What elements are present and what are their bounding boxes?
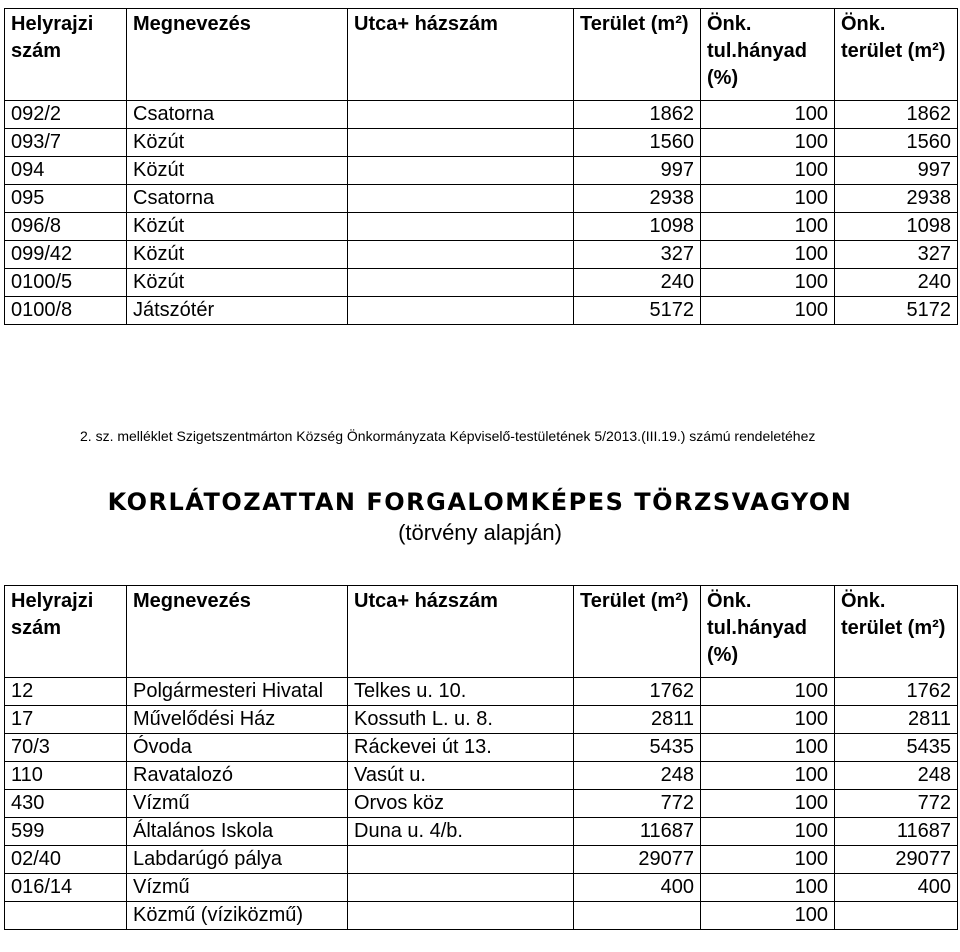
cell-hrsz: 599 [5,818,127,846]
cell-name: Közút [127,129,348,157]
cell-hrsz: 02/40 [5,846,127,874]
cell-onk-area: 772 [835,790,958,818]
cell-share: 100 [701,678,835,706]
table-row [5,734,958,762]
header-terulet: Terület (m²) [574,586,701,678]
cell-area: 29077 [574,846,701,874]
header-hanyad: Önk. tul.hányad (%) [701,9,835,101]
cell-address [348,874,574,902]
table-row [5,297,958,325]
cell-address [348,101,574,129]
cell-address [348,213,574,241]
cell-hrsz: 016/14 [5,874,127,902]
cell-address: Vasút u. [348,762,574,790]
cell-name: Játszótér [127,297,348,325]
cell-hrsz: 17 [5,706,127,734]
header-helyrajzi: Helyrajzi szám [5,586,127,678]
cell-onk-area: 11687 [835,818,958,846]
cell-area: 1762 [574,678,701,706]
table-row [5,846,958,874]
cell-hrsz: 110 [5,762,127,790]
cell-onk-area: 1560 [835,129,958,157]
cell-name: Óvoda [127,734,348,762]
cell-onk-area: 2811 [835,706,958,734]
cell-area: 2938 [574,185,701,213]
cell-name: Vízmű [127,874,348,902]
table-row [5,269,958,297]
table-row [5,706,958,734]
cell-address [348,129,574,157]
cell-share: 100 [701,874,835,902]
cell-area: 327 [574,241,701,269]
table-header-row [5,586,958,678]
table-1-body [5,101,958,325]
cell-share: 100 [701,706,835,734]
cell-area: 997 [574,157,701,185]
cell-address [348,185,574,213]
cell-name: Közmű (víziközmű) [127,902,348,930]
cell-hrsz: 095 [5,185,127,213]
header-terulet: Terület (m²) [574,9,701,101]
table-row [5,818,958,846]
cell-share: 100 [701,902,835,930]
table-row [5,157,958,185]
cell-name: Polgármesteri Hivatal [127,678,348,706]
cell-name: Ravatalozó [127,762,348,790]
cell-hrsz: 099/42 [5,241,127,269]
cell-name: Labdarúgó pálya [127,846,348,874]
cell-onk-area: 29077 [835,846,958,874]
table-row [5,678,958,706]
cell-area: 1862 [574,101,701,129]
cell-share: 100 [701,846,835,874]
cell-share: 100 [701,157,835,185]
header-hanyad: Önk. tul.hányad (%) [701,586,835,678]
cell-area: 1560 [574,129,701,157]
table-1 [4,8,958,325]
table-row [5,902,958,930]
cell-share: 100 [701,762,835,790]
cell-address [348,269,574,297]
cell-share: 100 [701,818,835,846]
cell-name: Csatorna [127,101,348,129]
cell-address [348,157,574,185]
cell-hrsz: 430 [5,790,127,818]
cell-share: 100 [701,241,835,269]
cell-area: 248 [574,762,701,790]
header-utca: Utca+ házszám [348,9,574,101]
cell-hrsz: 0100/8 [5,297,127,325]
cell-area: 11687 [574,818,701,846]
cell-hrsz: 12 [5,678,127,706]
cell-hrsz: 094 [5,157,127,185]
table-2 [4,585,958,930]
cell-area: 1098 [574,213,701,241]
cell-name: Közút [127,241,348,269]
cell-onk-area: 400 [835,874,958,902]
cell-hrsz [5,902,127,930]
cell-name: Csatorna [127,185,348,213]
table-row [5,213,958,241]
cell-hrsz: 096/8 [5,213,127,241]
cell-area: 772 [574,790,701,818]
cell-hrsz: 0100/5 [5,269,127,297]
cell-address: Ráckevei út 13. [348,734,574,762]
cell-address [348,297,574,325]
cell-share: 100 [701,213,835,241]
cell-onk-area: 1098 [835,213,958,241]
header-onk-terulet: Önk. terület (m²) [835,586,958,678]
header-megnevezes: Megnevezés [127,586,348,678]
header-megnevezes: Megnevezés [127,9,348,101]
cell-onk-area [835,902,958,930]
cell-share: 100 [701,269,835,297]
annex-note: 2. sz. melléklet Szigetszentmárton Község Önkormányzata Képviselő-testületének 5/2013.(III.19.) számú rendeletéhez [80,428,816,444]
cell-address: Telkes u. 10. [348,678,574,706]
cell-address [348,846,574,874]
cell-onk-area: 248 [835,762,958,790]
cell-name: Vízmű [127,790,348,818]
cell-onk-area: 240 [835,269,958,297]
cell-share: 100 [701,734,835,762]
cell-onk-area: 997 [835,157,958,185]
table-row [5,762,958,790]
cell-share: 100 [701,297,835,325]
cell-area: 5435 [574,734,701,762]
header-helyrajzi: Helyrajzi szám [5,9,127,101]
cell-name: Közút [127,213,348,241]
cell-onk-area: 1762 [835,678,958,706]
table-row [5,874,958,902]
table-row [5,241,958,269]
cell-name: Közút [127,157,348,185]
cell-onk-area: 2938 [835,185,958,213]
cell-hrsz: 70/3 [5,734,127,762]
cell-address: Duna u. 4/b. [348,818,574,846]
cell-name: Közút [127,269,348,297]
cell-hrsz: 092/2 [5,101,127,129]
cell-name: Művelődési Ház [127,706,348,734]
cell-area [574,902,701,930]
cell-address: Kossuth L. u. 8. [348,706,574,734]
cell-area: 2811 [574,706,701,734]
header-onk-terulet: Önk. terület (m²) [835,9,958,101]
table-header-row [5,9,958,101]
table-row [5,101,958,129]
cell-onk-area: 327 [835,241,958,269]
table-2-body [5,678,958,930]
cell-name: Általános Iskola [127,818,348,846]
cell-address [348,902,574,930]
cell-area: 5172 [574,297,701,325]
cell-share: 100 [701,101,835,129]
cell-onk-area: 5172 [835,297,958,325]
cell-area: 400 [574,874,701,902]
cell-share: 100 [701,129,835,157]
cell-onk-area: 5435 [835,734,958,762]
cell-share: 100 [701,790,835,818]
header-utca: Utca+ házszám [348,586,574,678]
cell-hrsz: 093/7 [5,129,127,157]
table-row [5,129,958,157]
cell-address [348,241,574,269]
cell-area: 240 [574,269,701,297]
cell-share: 100 [701,185,835,213]
table-row [5,790,958,818]
cell-onk-area: 1862 [835,101,958,129]
table-row [5,185,958,213]
cell-address: Orvos köz [348,790,574,818]
page-subtitle: (törvény alapján) [398,520,562,545]
page-title: KORLÁTOZATTAN FORGALOMKÉPES TÖRZSVAGYON [107,488,853,516]
